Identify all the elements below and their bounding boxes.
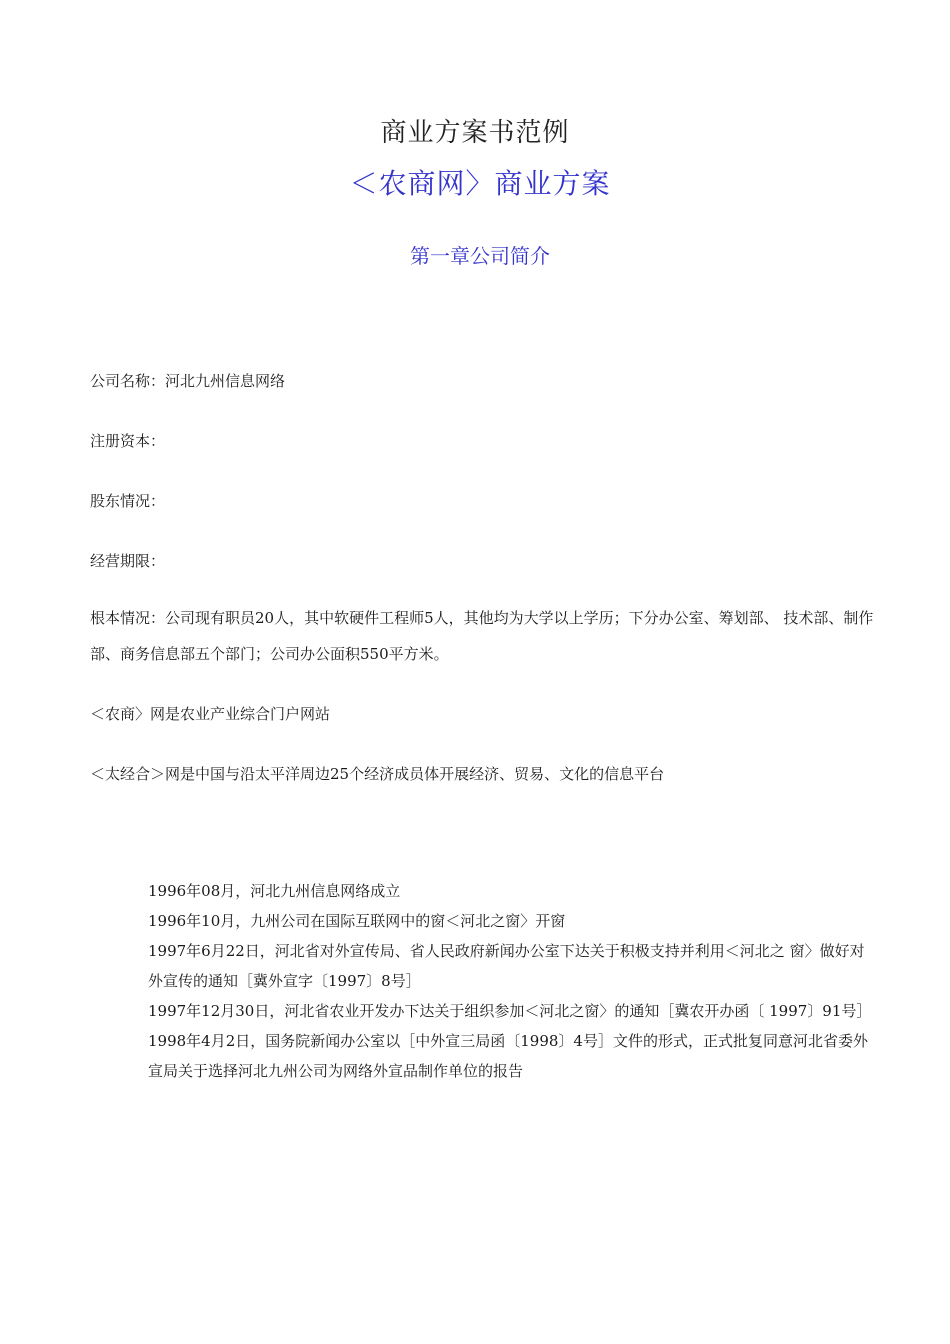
timeline-entry: 1996年10月，九州公司在国际互联网中的窗＜河北之窗〉开窗	[148, 912, 566, 930]
company-name-line: 公司名称：河北九州信息网络	[90, 372, 286, 390]
document-subtitle: ＜农商网〉商业方案	[349, 167, 611, 200]
basic-info-paragraph: 根本情况：公司现有职员20人，其中软硬件工程师5人，其他均为大学以上学历；下分办公室、筹划部、 技术部、制作部、商务信息部五个部门；公司办公面积550平方米。	[90, 609, 874, 663]
timeline-entry: 1997年12月30日，河北省农业开发办下达关于组织参加＜河北之窗〉的通知［冀农开办函〔 1997〕91号］	[148, 1002, 872, 1020]
document-title: 商业方案书范例	[380, 118, 570, 148]
taijinghe-description: ＜太经合＞网是中国与沿太平洋周边25个经济成员体开展经济、贸易、文化的信息平台	[90, 765, 665, 783]
chapter-heading: 第一章公司简介	[410, 244, 550, 268]
timeline-entry: 1996年08月，河北九州信息网络成立	[148, 882, 401, 900]
nongshang-description: ＜农商〉网是农业产业综合门户网站	[90, 705, 331, 723]
shareholders-line: 股东情况：	[90, 492, 166, 510]
history-timeline	[148, 876, 872, 1086]
registered-capital-line: 注册资本：	[90, 432, 166, 450]
timeline-entry: 1997年6月22日，河北省对外宣传局、省人民政府新闻办公室下达关于积极支持并利用＜河北之 窗〉做好对外宣传的通知［冀外宣字〔1997〕8号］	[148, 942, 865, 990]
business-term-line: 经营期限：	[90, 552, 166, 570]
timeline-entry: 1998年4月2日，国务院新闻办公室以［中外宣三局函〔1998〕4号］文件的形式，正式批复同意河北省委外宣局关于选择河北九州公司为网络外宣品制作单位的报告	[148, 1032, 868, 1080]
